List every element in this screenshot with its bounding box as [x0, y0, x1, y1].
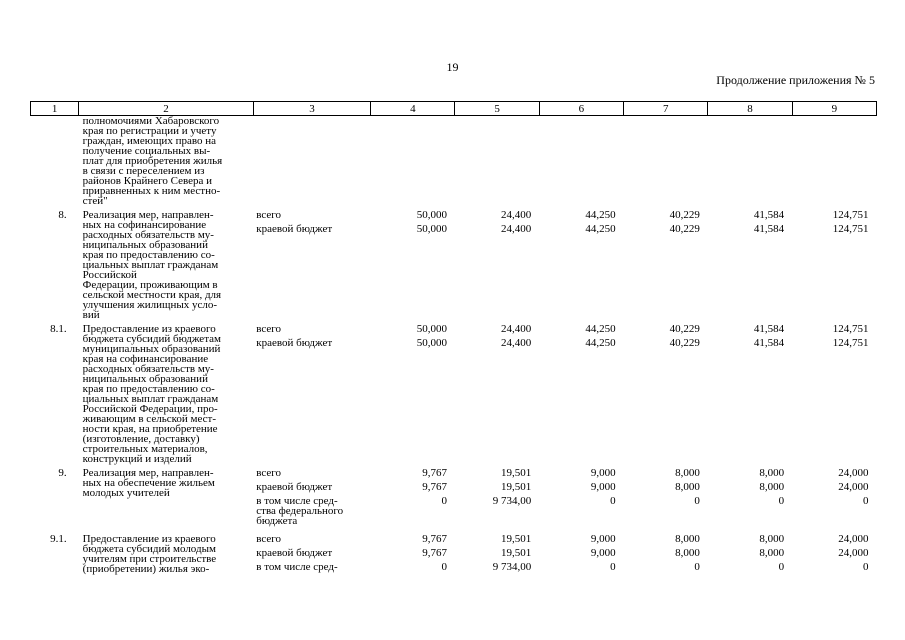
- table-row: [31, 468, 877, 530]
- value: 50,000: [416, 223, 447, 235]
- value-cell: [624, 210, 708, 320]
- value: 19,501: [501, 481, 532, 493]
- value-cell: [792, 324, 876, 464]
- row-description: Реализация мер, направлен- ных на софинансирование расходных обязательств му- ниципальных образований края по предоставлению со- циальных выплат гражданам Российской Федерации, проживающим в сельской местности края, для улучшения жилищных усло- вий: [82, 209, 222, 321]
- value: 41,584: [753, 323, 785, 335]
- value: 9 734,00: [492, 561, 532, 573]
- column-number-row: [31, 102, 877, 116]
- value: 24,000: [838, 481, 869, 493]
- value: 19,501: [501, 467, 532, 479]
- row-spacer: [31, 576, 877, 580]
- table-row: [31, 210, 877, 320]
- value: 0: [694, 561, 700, 573]
- value: 9,767: [422, 467, 447, 479]
- funding-source: всего: [256, 209, 282, 221]
- value: 124,751: [832, 337, 869, 349]
- funding-source: в том числе сред- ства федерального бюджета: [256, 495, 344, 527]
- funding-source: краевой бюджет: [256, 337, 333, 349]
- value-cell: [455, 116, 539, 207]
- row-description: Реализация мер, направлен- ных на обеспечение жильем молодых учителей: [82, 467, 215, 499]
- value-cell: [624, 468, 708, 530]
- funding-source: краевой бюджет: [256, 547, 333, 559]
- funding-source-cell: [253, 324, 370, 464]
- funding-source-cell: [253, 116, 370, 207]
- value: 9,000: [590, 533, 616, 545]
- value-cell: [371, 116, 455, 207]
- funding-source: краевой бюджет: [256, 481, 333, 493]
- value: 44,250: [585, 209, 616, 221]
- value: 8,000: [759, 467, 785, 479]
- column-header: 8: [708, 102, 792, 116]
- column-header: 1: [31, 102, 79, 116]
- funding-source-cell: [253, 534, 370, 576]
- row-number: 9.1.: [50, 533, 67, 545]
- value: 44,250: [585, 323, 616, 335]
- value-cell: [624, 116, 708, 207]
- funding-source-cell: [253, 210, 370, 320]
- value: 9,767: [422, 533, 447, 545]
- value: 124,751: [832, 223, 869, 235]
- value: 8,000: [675, 533, 700, 545]
- value: 24,000: [838, 467, 869, 479]
- value-cell: [539, 324, 623, 464]
- value-cell: [708, 210, 792, 320]
- value-cell: [708, 324, 792, 464]
- value: 0: [778, 495, 785, 507]
- value-cell: [539, 534, 623, 576]
- value: 0: [610, 495, 616, 507]
- value-cell: [455, 534, 539, 576]
- value: 50,000: [416, 209, 447, 221]
- value: 41,584: [753, 223, 785, 235]
- value-cell: [539, 210, 623, 320]
- value-cell: [371, 534, 455, 576]
- value: 9,767: [422, 481, 447, 493]
- value-cell: [371, 468, 455, 530]
- funding-source: в том числе сред-: [256, 561, 338, 573]
- column-header: 2: [79, 102, 254, 116]
- column-header: 4: [371, 102, 455, 116]
- value-cell: [792, 468, 876, 530]
- value: 0: [863, 495, 869, 507]
- value: 40,229: [669, 323, 700, 335]
- value-cell: [792, 534, 876, 576]
- value: 40,229: [669, 209, 700, 221]
- value: 50,000: [416, 323, 447, 335]
- value: 9,767: [422, 547, 447, 559]
- value: 124,751: [832, 209, 869, 221]
- value: 40,229: [669, 337, 700, 349]
- value-cell: [708, 116, 792, 207]
- value: 0: [441, 495, 447, 507]
- value: 50,000: [416, 337, 447, 349]
- row-description: полномочиями Хабаровского края по регистрации и учету граждан, имеющих право на получение социальных вы- плат для приобретения жилья в связи с переселением из районов Крайнего Севера и приравненных к ним местно- стей": [82, 115, 223, 207]
- value-cell: [708, 534, 792, 576]
- value: 19,501: [501, 547, 532, 559]
- value: 8,000: [759, 547, 785, 559]
- value: 24,400: [501, 209, 532, 221]
- row-number: [31, 116, 79, 207]
- table-body: [31, 116, 877, 581]
- value-cell: [624, 324, 708, 464]
- value-cell: [708, 468, 792, 530]
- value: 0: [778, 561, 785, 573]
- row-number: 8.: [58, 209, 67, 221]
- value-cell: [624, 534, 708, 576]
- value: 0: [694, 495, 700, 507]
- column-header: 5: [455, 102, 539, 116]
- table-row: [31, 116, 877, 207]
- value: 24,400: [501, 323, 532, 335]
- value: 8,000: [675, 481, 700, 493]
- budget-table: [30, 101, 877, 580]
- row-description: Предоставление из краевого бюджета субсидий молодым учителям при строительстве (приобретении) жилья эко-: [82, 533, 217, 575]
- value: 8,000: [675, 467, 700, 479]
- funding-source: всего: [256, 323, 282, 335]
- value: 0: [610, 561, 616, 573]
- value-cell: [455, 324, 539, 464]
- value: 44,250: [585, 337, 616, 349]
- value: 24,000: [838, 547, 869, 559]
- value: 41,584: [753, 337, 785, 349]
- page-number: 19: [446, 60, 459, 74]
- funding-source: краевой бюджет: [256, 223, 333, 235]
- value: 24,000: [838, 533, 869, 545]
- value: 8,000: [759, 533, 785, 545]
- appendix-note: Продолжение приложения № 5: [716, 73, 875, 87]
- value-cell: [539, 116, 623, 207]
- row-spacer-cell: [31, 576, 877, 580]
- value: 9,000: [590, 547, 616, 559]
- value-cell: [792, 210, 876, 320]
- value-cell: [371, 210, 455, 320]
- value: 0: [863, 561, 869, 573]
- value-cell: [792, 116, 876, 207]
- value-cell: [455, 210, 539, 320]
- value: 24,400: [501, 337, 532, 349]
- value-cell: [539, 468, 623, 530]
- funding-source: всего: [256, 533, 282, 545]
- value-cell: [371, 324, 455, 464]
- funding-source-cell: [253, 468, 370, 530]
- row-number: 9.: [58, 467, 67, 479]
- value: 124,751: [832, 323, 869, 335]
- value: 9,000: [590, 481, 616, 493]
- column-header: 3: [253, 102, 370, 116]
- value: 44,250: [585, 223, 616, 235]
- value: 9 734,00: [492, 495, 532, 507]
- column-header: 6: [539, 102, 623, 116]
- value: 24,400: [501, 223, 532, 235]
- value: 19,501: [501, 533, 532, 545]
- funding-source: всего: [256, 467, 282, 479]
- value: 41,584: [753, 209, 785, 221]
- table-row: [31, 324, 877, 464]
- value: 40,229: [669, 223, 700, 235]
- value: 8,000: [759, 481, 785, 493]
- table-row: [31, 534, 877, 576]
- value: 8,000: [675, 547, 700, 559]
- value: 0: [441, 561, 447, 573]
- row-description: Предоставление из краевого бюджета субсидий бюджетам муниципальных образований края на софинансирование расходных обязательств му- ниципальных образований края по предоставлению со- циальных выплат гражданам Российской Федерации, про- живающим в сельской мест- ности края, на приобретение (изготовление, доставку) строительных материалов, конструкций и изделий: [82, 323, 221, 465]
- value: 9,000: [590, 467, 616, 479]
- row-number: 8.1.: [50, 323, 67, 335]
- value-cell: [455, 468, 539, 530]
- column-header: 7: [624, 102, 708, 116]
- column-header: 9: [792, 102, 876, 116]
